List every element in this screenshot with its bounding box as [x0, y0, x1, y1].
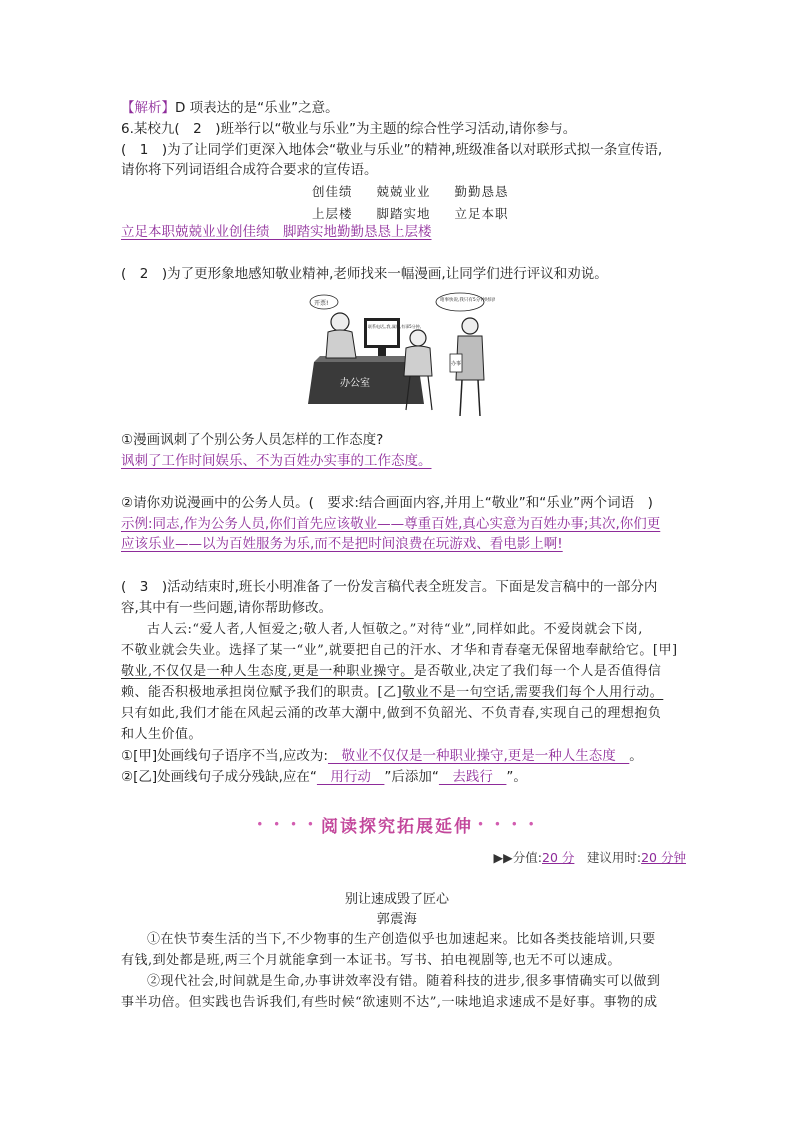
article-para1-line1: ①在快节奏生活的当下,不少物事的生产创造似乎也加速起来。比如各类技能培训,只要: [147, 932, 656, 947]
fix-1-answer: 敬业不仅仅是一种职业操守,更是一种人生态度: [327, 748, 630, 764]
banner-dots-right: • • • •: [477, 817, 538, 832]
passage-line-3: [121, 662, 661, 682]
word-item: 创佳绩: [312, 184, 353, 199]
passage-line-6: 和人生价值。: [121, 727, 203, 742]
section-title: 阅读探究拓展延伸: [321, 817, 473, 837]
passage-underlined-yi: 敬业不是一句空话,需要我们每个人用行动。: [402, 685, 664, 700]
part1-answer: 立足本职兢兢业业创佳绩 脚踏实地勤勤恳恳上层楼: [121, 224, 432, 240]
answer-circle-2-line2: 应该乐业——以为百姓服务为乐,而不是把时间浪费在玩游戏、看电影上啊!: [121, 536, 563, 552]
fix-1-line: [121, 746, 643, 766]
document-label: 办事: [451, 361, 462, 367]
fix-2-middle: ”后添加“: [384, 769, 439, 785]
article-para2-line2: 事半功倍。但实践也告诉我们,有些时候“欲速则不达”,一味地追求速成不是好事。事物的成: [121, 995, 658, 1010]
time-label: 建议用时:: [574, 850, 642, 865]
fix-2-end: ”。: [506, 769, 527, 785]
fix-2-answer-1: 用行动: [316, 769, 385, 785]
question-circle-2: ②请你劝说漫画中的公务人员。( 要求:结合画面内容,并用上“敬业”和“乐业”两个词语 ): [121, 495, 653, 511]
banner-dots-left: • • • •: [256, 817, 317, 832]
word-item: 上层楼: [312, 206, 353, 221]
fix-2-line: [121, 767, 527, 787]
passage-line-1: 古人云:“爱人者,人恒爱之;敬人者,人恒敬之。”对待“业”,同样如此。不爱岗就会下岗,: [147, 622, 643, 637]
fix-1-end: 。: [629, 748, 643, 764]
part2-prompt: ( 2 )为了更形象地感知敬业精神,老师找来一幅漫画,让同学们进行评议和劝说。: [121, 266, 608, 282]
part3-prompt-line2: 容,其中有一些问题,请你帮助修改。: [121, 600, 333, 616]
answer-circle-2-line1: 示例:同志,作为公务人员,你们首先应该敬业——尊重百姓,真心实意为百姓办事;其次,你们更: [121, 516, 661, 532]
analysis-line: [121, 98, 339, 118]
time-value: 20 分钟: [641, 850, 686, 865]
passage-line-5: 只有如此,我们才能在风起云涌的改革大潮中,做到不负韶光、不负青春,实现自己的理想抱负: [121, 706, 662, 721]
question-circle-1: ①漫画讽刺了个别公务人员怎样的工作态度?: [121, 432, 384, 448]
passage-line-4: [121, 683, 663, 703]
passage-underlined-jia: 敬业,不仅仅是一种人生态度,更是一种职业操守。: [121, 664, 414, 679]
bubble-right-text: 咱事快说,我只有5分钟时间!: [440, 298, 496, 303]
section-banner: [0, 812, 794, 840]
article-para2-line1: ②现代社会,时间就是生命,办事讲效率没有错。随着科技的进步,很多事情确实可以做到: [147, 974, 661, 989]
word-item: 兢兢业业: [376, 184, 431, 199]
analysis-tag: 【解析】: [121, 100, 175, 116]
passage-line-4-start: 赖、能否积极地承担岗位赋予我们的职责。[乙]: [121, 685, 403, 700]
fix-1-prompt: ①[甲]处画线句子语序不当,应改为:: [121, 748, 328, 764]
article-para1-line2: 有钱,到处都是班,两三个月就能拿到一本证书。写书、拍电视剧等,也无不可以速成。: [121, 953, 621, 968]
part1-prompt-line1: ( 1 )为了让同学们更深入地体会“敬业与乐业”的精神,班级准备以对联形式拟一条宣传语,: [121, 142, 663, 158]
passage-line-3-rest: 是否敬业,决定了我们每一个人是否值得信: [413, 664, 662, 679]
passage-line-2: 不敬业就会失业。选择了某一“业”,就要把自己的汗水、才华和青春毫无保留地奉献给它。[甲]: [121, 643, 678, 658]
score-label: ▶▶分值:: [493, 850, 542, 865]
question-6-intro: 6.某校九( 2 )班举行以“敬业与乐业”为主题的综合性学习活动,请你参与。: [121, 121, 577, 137]
score-time-info: [494, 848, 686, 866]
word-item: 脚踏实地: [376, 206, 431, 221]
office-cartoon-illustration: [300, 292, 496, 420]
word-row-2: [312, 204, 533, 222]
word-item: 立足本职: [454, 206, 509, 221]
score-value: 20 分: [542, 850, 575, 865]
part1-prompt-line2: 请你将下列词语组合成符合要求的宣传语。: [121, 162, 378, 178]
bubble-left-text: 开票!: [314, 300, 329, 307]
analysis-text: D 项表达的是“乐业”之意。: [175, 100, 339, 116]
article-author: 郭震海: [376, 912, 418, 927]
word-item: 勤勤恳恳: [454, 184, 509, 199]
part3-prompt-line1: ( 3 )活动结束时,班长小明准备了一份发言稿代表全班发言。下面是发言稿中的一部分内: [121, 579, 658, 595]
article-title: 别让速成毁了匠心: [344, 892, 449, 907]
fix-2-answer-2: 去践行: [438, 769, 507, 785]
word-row-1: [312, 182, 533, 200]
screen-text: 联系电话,,我,属别,有事5分钟,: [368, 324, 421, 329]
fix-2-prompt: ②[乙]处画线句子成分残缺,应在“: [121, 769, 317, 785]
answer-circle-1: 讽刺了工作时间娱乐、不为百姓办实事的工作态度。: [121, 453, 432, 469]
office-sign: 办公室: [340, 378, 370, 389]
